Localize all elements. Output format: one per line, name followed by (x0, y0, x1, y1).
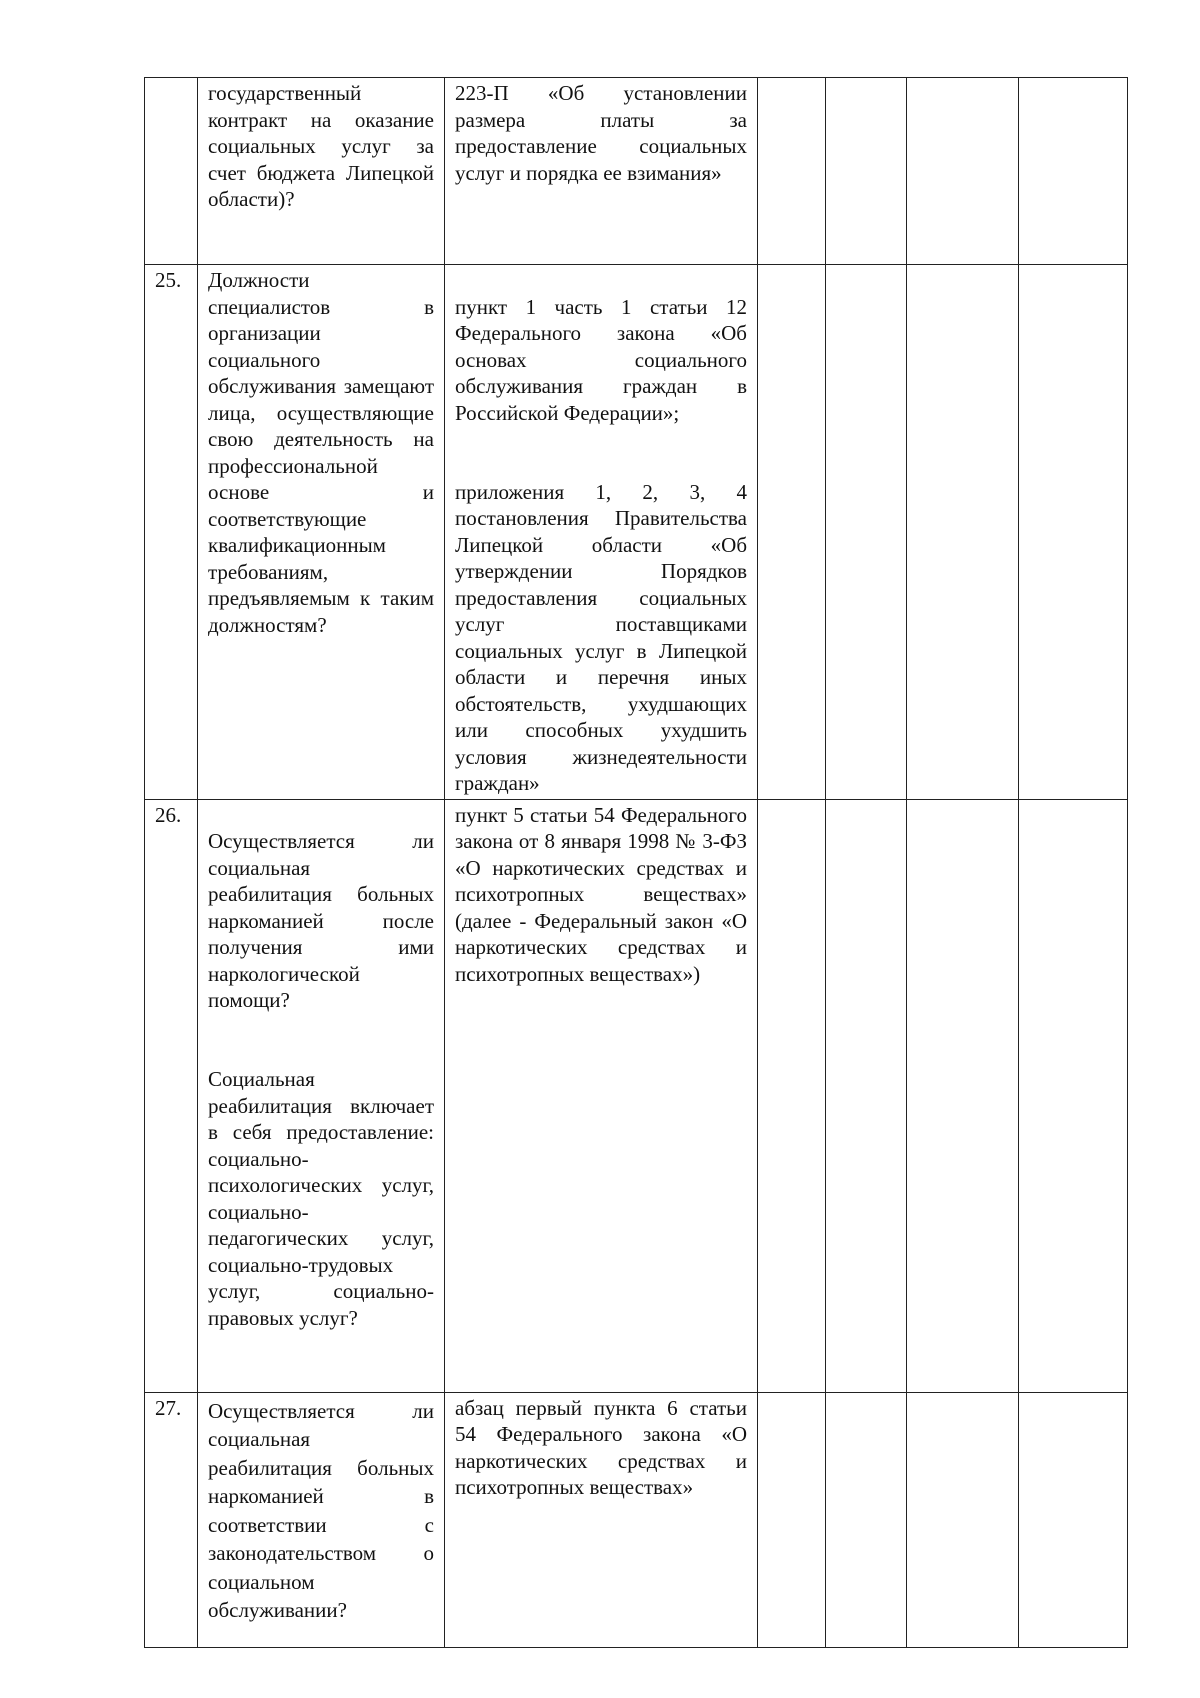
reference-cell (445, 78, 758, 265)
question-cell (198, 78, 445, 265)
answer-yes-cell[interactable] (758, 78, 826, 265)
row-number: 25. (145, 265, 198, 800)
row-number: 26. (145, 799, 198, 1392)
note-cell[interactable] (1019, 78, 1128, 265)
reference-text: пункт 5 статьи 54 Федерального закона от 8 января 1998 № 3-ФЗ «О наркотических средствах и психотропных веществах» (далее - Федеральный закон «О наркотических средствах и психотропных веществах») (455, 802, 747, 986)
table-row (145, 78, 1128, 265)
reference-cell (445, 1392, 758, 1647)
row-number: 27. (145, 1392, 198, 1647)
answer-na-cell[interactable] (907, 799, 1019, 1392)
reference-text: абзац первый пункта 6 статьи 54 Федерального закона «О наркотических средствах и психотропных веществах» (455, 1395, 747, 1499)
reference-text: приложения 1, 2, 3, 4 постановления Правительства Липецкой области «Об утверждении Порядков предоставления социальных услуг поставщиками социальных услуг в Липецкой области и перечня иных обстоятельств, ухудшающих или способных ухудшить условия жизнедеятельности граждан» (455, 479, 747, 795)
reference-text: 223-П «Об установлении размера платы за предоставление социальных услуг и порядка ее взимания» (455, 81, 747, 185)
answer-no-cell[interactable] (826, 265, 907, 800)
answer-no-cell[interactable] (826, 78, 907, 265)
question-cell (198, 799, 445, 1392)
answer-yes-cell[interactable] (758, 799, 826, 1392)
answer-no-cell[interactable] (826, 1392, 907, 1647)
reference-cell (445, 799, 758, 1392)
question-text: Социальная реабилитация включает в себя предоставление: социально-психологических услуг, социально-педагогических услуг, социально-трудовых услуг, социально-правовых услуг? (208, 1067, 434, 1330)
table-row (145, 799, 1128, 1392)
checklist-table (144, 77, 1128, 1648)
answer-yes-cell[interactable] (758, 265, 826, 800)
question-cell (198, 1392, 445, 1647)
paragraph-gap (208, 1014, 434, 1040)
question-text: Осуществляется ли социальная реабилитация больных наркоманией в соответствии с законодательством о социальном обслуживании? (208, 1398, 434, 1622)
question-text: Осуществляется ли социальная реабилитация больных наркоманией после получения ими наркологической помощи? (208, 829, 434, 1012)
paragraph-gap (455, 426, 747, 452)
answer-na-cell[interactable] (907, 1392, 1019, 1647)
answer-no-cell[interactable] (826, 799, 907, 1392)
question-text: государственный контракт на оказание социальных услуг за счет бюджета Липецкой области)? (208, 81, 434, 211)
reference-cell (445, 265, 758, 800)
question-cell (198, 265, 445, 800)
reference-text: пункт 1 часть 1 статьи 12 Федерального закона «Об основах социального обслуживания граждан в Российской Федерации»; (455, 294, 747, 425)
table-row (145, 265, 1128, 800)
answer-na-cell[interactable] (907, 78, 1019, 265)
answer-yes-cell[interactable] (758, 1392, 826, 1647)
note-cell[interactable] (1019, 1392, 1128, 1647)
note-cell[interactable] (1019, 799, 1128, 1392)
note-cell[interactable] (1019, 265, 1128, 800)
row-number (145, 78, 198, 265)
table-row (145, 1392, 1128, 1647)
answer-na-cell[interactable] (907, 265, 1019, 800)
question-text: Должности специалистов в организации социального обслуживания замещают лица, осуществляющие свою деятельность на профессиональной основе и соответствующие квалификационным требованиям, предъявляемым к таким должностям? (208, 268, 434, 637)
